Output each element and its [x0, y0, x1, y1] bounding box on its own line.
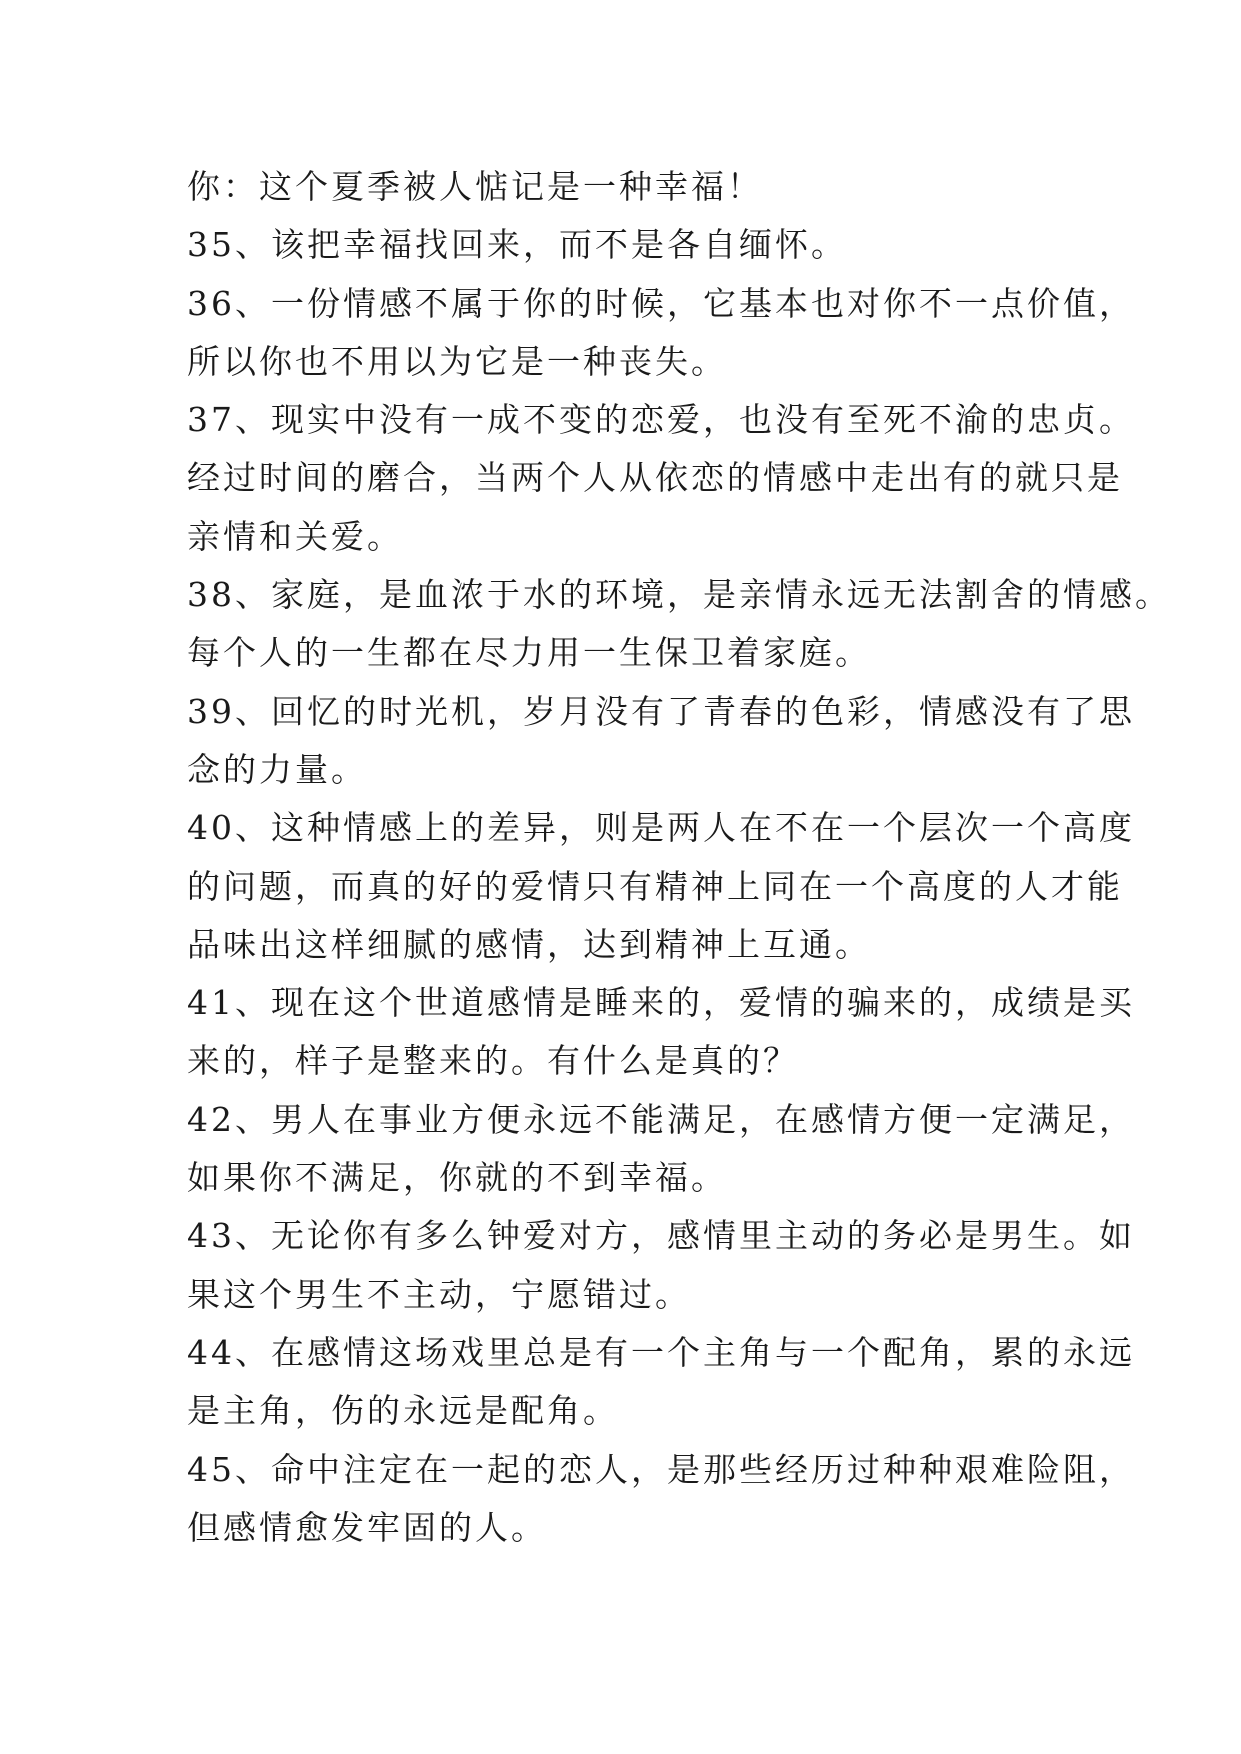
text-line: 的问题，而真的好的爱情只有精神上同在一个高度的人才能 — [187, 866, 1123, 906]
text-line: 36、一份情感不属于你的时候，它基本也对你不一点价值， — [187, 283, 1135, 323]
text-line: 42、男人在事业方便永远不能满足，在感情方便一定满足， — [187, 1099, 1135, 1139]
text-line: 品味出这样细腻的感情，达到精神上互通。 — [187, 924, 871, 964]
text-line: 40、这种情感上的差异，则是两人在不在一个层次一个高度 — [187, 808, 1135, 848]
text-line: 亲情和关爱。 — [187, 516, 403, 556]
text-line: 但感情愈发牢固的人。 — [187, 1507, 547, 1547]
text-line: 所以你也不用以为它是一种丧失。 — [187, 341, 727, 381]
text-line: 39、回忆的时光机，岁月没有了青春的色彩，情感没有了思 — [187, 691, 1135, 731]
text-line: 37、现实中没有一成不变的恋爱，也没有至死不渝的忠贞。 — [187, 400, 1135, 440]
text-line: 43、无论你有多么钟爱对方，感情里主动的务必是男生。如 — [187, 1216, 1135, 1256]
text-line: 如果你不满足，你就的不到幸福。 — [187, 1158, 727, 1198]
text-line: 45、命中注定在一起的恋人，是那些经历过种种艰难险阻， — [187, 1449, 1135, 1489]
text-line: 经过时间的磨合，当两个人从依恋的情感中走出有的就只是 — [187, 458, 1123, 498]
text-line: 每个人的一生都在尽力用一生保卫着家庭。 — [187, 633, 871, 673]
document-body — [187, 158, 1171, 1557]
text-line: 35、该把幸福找回来，而不是各自缅怀。 — [187, 225, 847, 265]
text-line: 41、现在这个世道感情是睡来的，爱情的骗来的，成绩是买 — [187, 983, 1135, 1023]
text-line: 来的，样子是整来的。有什么是真的？ — [187, 1041, 799, 1081]
text-line: 44、在感情这场戏里总是有一个主角与一个配角，累的永远 — [187, 1332, 1135, 1372]
text-line: 果这个男生不主动，宁愿错过。 — [187, 1274, 691, 1314]
text-line: 38、家庭，是血浓于水的环境，是亲情永远无法割舍的情感。 — [187, 575, 1171, 615]
text-line: 是主角，伤的永远是配角。 — [187, 1391, 619, 1431]
text-line: 你：这个夏季被人惦记是一种幸福！ — [187, 167, 763, 206]
text-line: 念的力量。 — [187, 749, 367, 789]
